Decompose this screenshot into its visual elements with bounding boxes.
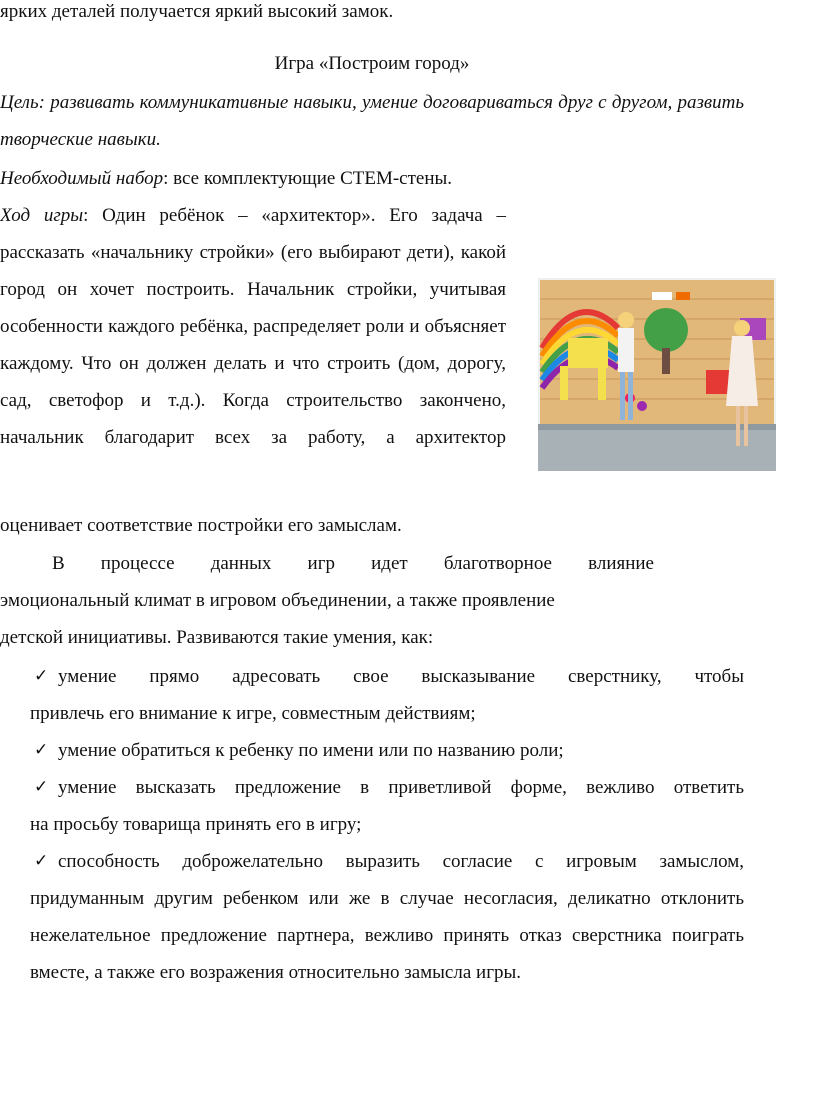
- list-item-text: умение обратиться к ребенку по имени или по названию роли;: [58, 740, 564, 761]
- goal-text: развивать коммуникативные навыки, умение договариваться друг с другом, развить творческие навыки.: [0, 92, 744, 150]
- goal-paragraph: [0, 84, 744, 158]
- list-item-text-cont: придуманным другим ребенком или же в случае несогласия, деликатно отклонить нежелательное предложение партнера, вежливо принять отказ сверстника поиграть вместе, а также его возражения относительно замысла игры.: [30, 888, 744, 983]
- kit-label: Необходимый набор: [0, 168, 164, 189]
- checkmark-icon: ✓: [34, 740, 49, 760]
- process-paragraph: [0, 545, 654, 656]
- course-label: Ход игры: [0, 205, 84, 226]
- list-item: [0, 658, 744, 732]
- list-item: [0, 769, 744, 843]
- skills-list: [0, 658, 744, 991]
- game-title: Игра «Построим город»: [274, 53, 470, 74]
- goal-label: Цель: [0, 92, 39, 113]
- list-item-text-cont: привлечь его внимание к игре, совместным действиям;: [30, 703, 476, 724]
- course-paragraph: [0, 197, 506, 456]
- list-item-text: умение прямо адресовать свое высказывание сверстнику, чтобы: [58, 666, 744, 687]
- list-item-text: умение высказать предложение в приветливой форме, вежливо ответить: [58, 777, 744, 798]
- process-line-2: эмоциональный климат в игровом объединении, а также проявление: [0, 590, 555, 611]
- kit-text: : все комплектующие СТЕМ-стены.: [163, 168, 453, 189]
- checkmark-icon: ✓: [34, 777, 49, 797]
- checkmark-icon: ✓: [34, 666, 49, 686]
- list-item-text-cont: на просьбу товарища принять его в игру;: [30, 814, 362, 835]
- course-paragraph-end: оценивает соответствие постройки его замыслам.: [0, 515, 402, 536]
- stem-wall-photo: [538, 278, 776, 471]
- process-line-3: детской инициативы. Развиваются такие умения, как:: [0, 627, 434, 648]
- list-item: [0, 843, 744, 991]
- kit-paragraph: [0, 160, 744, 197]
- list-item: [0, 732, 744, 769]
- course-text: : Один ребёнок – «архитектор». Его задача – рассказать «начальнику стройки» (его выбирают дети), какой город он хочет построить. Начальник стройки, учитывая особенности каждого ребёнка, распределяет роли и объясняет каждому. Что он должен делать и что строить (дом, дорогу, сад, светофор и т.д.). Когда строительство закончено, начальник благодарит всех за работу, а архитектор: [0, 205, 506, 448]
- process-line-1: В процессе данных игр идет благотворное влияние: [52, 553, 654, 574]
- goal-colon: :: [38, 92, 45, 113]
- text-line-top: ярких деталей получается яркий высокий замок.: [0, 1, 394, 22]
- list-item-text: способность доброжелательно выразить согласие с игровым замыслом,: [58, 851, 744, 872]
- checkmark-icon: ✓: [34, 851, 49, 871]
